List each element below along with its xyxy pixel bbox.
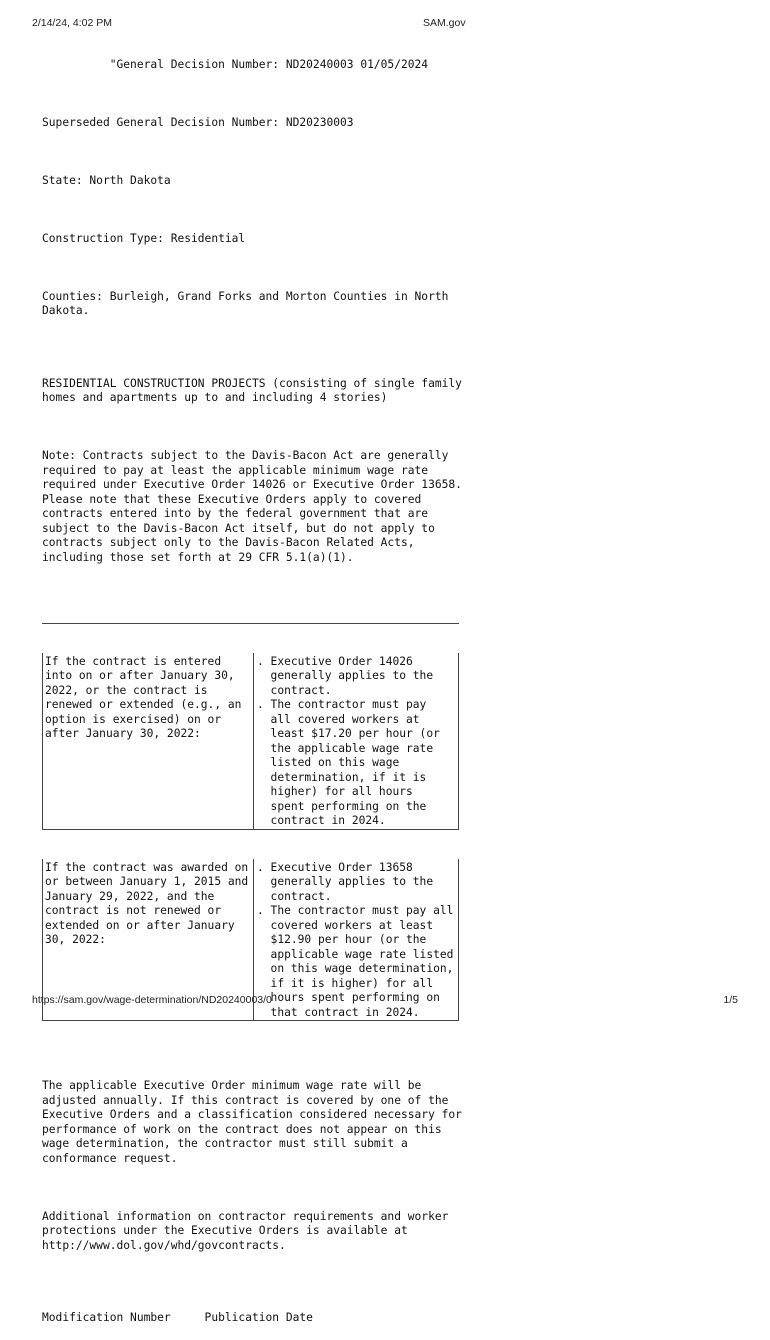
table-cell-requirement: . Executive Order 13658 generally applies to the contract. . The contractor must pay all covered workers at least $12.90 per hour (or the applicable wage rate listed on this wage determination, if it is higher) for all hours spent performing on that contract in 2024.: [257, 860, 454, 1019]
counties-paragraph: Counties: Burleigh, Grand Forks and Morton Counties in North Dakota.: [42, 289, 449, 317]
projects-paragraph: RESIDENTIAL CONSTRUCTION PROJECTS (consisting of single family homes and apartments up to and including 4 stories): [42, 376, 462, 404]
table-cell-condition: If the contract is entered into on or after January 30, 2022, or the contract is renewed or extended (e.g., an option is exercised) on or after January 30, 2022:: [43, 653, 254, 829]
document-body: [42, 43, 462, 1340]
table-row: [42, 653, 459, 830]
construction-type-line: Construction Type: Residential: [42, 231, 246, 245]
note-paragraph: Note: Contracts subject to the Davis-Bacon Act are generally required to pay at least the applicable minimum wage rate required under Executive Order 14026 or Executive Order 13658. Please note that these Executive Orders apply to covered contracts entered into by the federal government that are subject to the Davis-Bacon Act itself, but do not apply to contracts subject only to the Davis-Bacon Related Acts, including those set forth at 29 CFR 5.1(a)(1).: [42, 449, 462, 564]
state-line: State: North Dakota: [42, 173, 171, 187]
print-site-title: SAM.gov: [423, 17, 466, 29]
page-url: https://sam.gov/wage-determination/ND20240003/0: [32, 994, 272, 1006]
decision-number-line: "General Decision Number: ND20240003 01/05/2024: [42, 57, 429, 71]
table-cell-requirement: . Executive Order 14026 generally applies to the contract. . The contractor must pay all covered workers at least $17.20 per hour (or the applicable wage rate listed on this wage determination, if it is higher) for all hours spent performing on the contract in 2024.: [257, 654, 440, 827]
executive-order-table: [42, 582, 459, 1036]
modification-header: Modification Number Publication Date: [42, 1311, 313, 1324]
additional-info-paragraph: Additional information on contractor requirements and worker protections under the Executive Orders is available at http://www.dol.gov/whd/govcontracts.: [42, 1209, 449, 1252]
page-number: 1/5: [723, 994, 738, 1006]
superseded-line: Superseded General Decision Number: ND20230003: [42, 115, 354, 129]
print-datetime: 2/14/24, 4:02 PM: [32, 17, 112, 29]
table-cell-condition: If the contract was awarded on or between January 1, 2015 and January 29, 2022, and the contract is not renewed or extended on or after January 30, 2022:: [43, 859, 254, 1021]
adjusted-paragraph: The applicable Executive Order minimum wage rate will be adjusted annually. If this contract is covered by one of the Executive Orders and a classification considered necessary for performance of work on the contract does not appear on this wage determination, the contractor must still submit a conformance request.: [42, 1079, 462, 1165]
